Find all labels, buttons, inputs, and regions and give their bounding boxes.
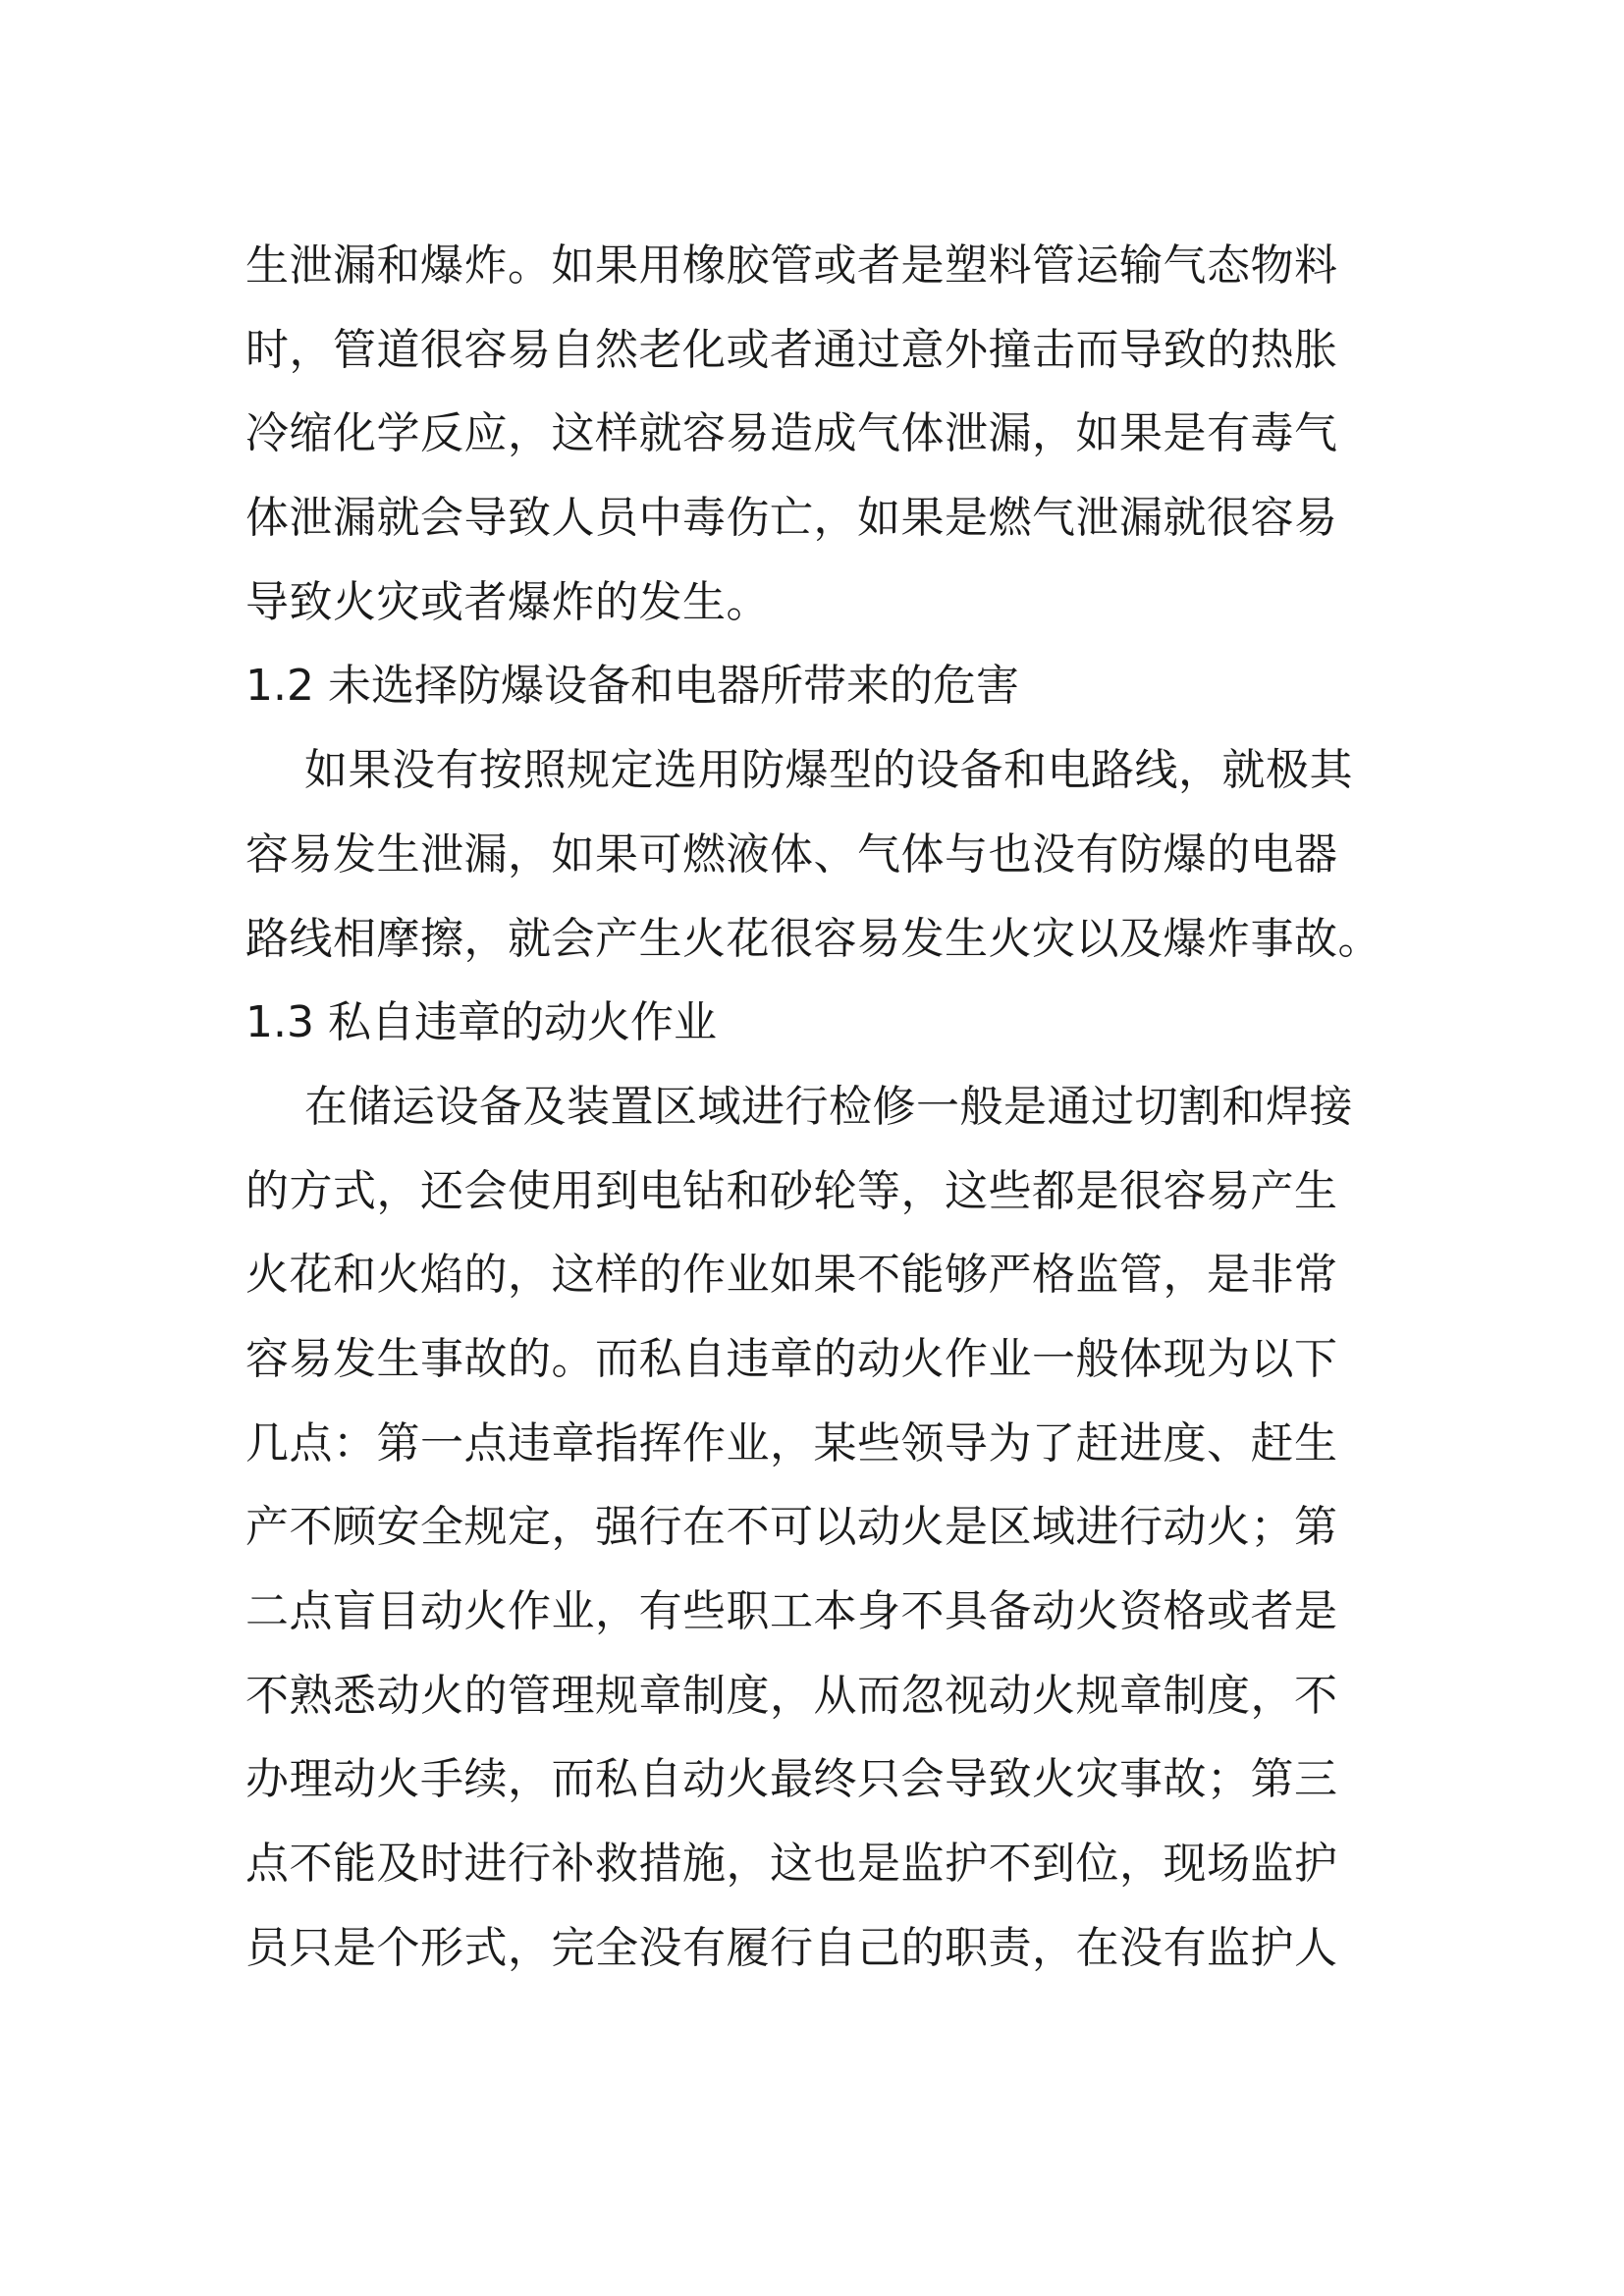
paragraph-line: 体泄漏就会导致人员中毒伤亡，如果是燃气泄漏就很容易 <box>245 493 1338 544</box>
section-heading: 1.2 未选择防爆设备和电器所带来的危害 <box>245 661 1019 712</box>
section-heading: 1.3 私自违章的动火作业 <box>245 997 717 1048</box>
paragraph-line: 员只是个形式，完全没有履行自己的职责，在没有监护人 <box>245 1922 1338 1973</box>
paragraph-line: 产不顾安全规定，强行在不可以动火是区域进行动火；第 <box>245 1502 1338 1553</box>
paragraph-line: 的方式，还会使用到电钻和砂轮等，这些都是很容易产生 <box>245 1165 1338 1216</box>
paragraph-line: 导致火灾或者爆炸的发生。 <box>245 576 770 627</box>
paragraph-line: 路线相摩擦，就会产生火花很容易发生火灾以及爆炸事故。 <box>245 913 1381 964</box>
section-1-2 <box>245 644 1384 981</box>
paragraph-line: 容易发生事故的。而私自违章的动火作业一般体现为以下 <box>245 1333 1338 1384</box>
paragraph-line: 生泄漏和爆炸。如果用橡胶管或者是塑料管运输气态物料 <box>245 240 1338 291</box>
paragraph-line: 时，管道很容易自然老化或者通过意外撞击而导致的热胀 <box>245 324 1338 375</box>
paragraph-line: 火花和火焰的，这样的作业如果不能够严格监管，是非常 <box>245 1250 1338 1301</box>
paragraph-line: 点不能及时进行补救措施，这也是监护不到位，现场监护 <box>245 1839 1338 1890</box>
paragraph-line: 如果没有按照规定选用防爆型的设备和电路线，就极其 <box>304 745 1353 796</box>
document-page <box>245 224 1384 1990</box>
paragraph-line: 几点：第一点违章指挥作业，某些领导为了赶进度、赶生 <box>245 1417 1338 1468</box>
paragraph-line: 办理动火手续，而私自动火最终只会导致火灾事故；第三 <box>245 1754 1338 1805</box>
paragraph-line: 不熟悉动火的管理规章制度，从而忽视动火规章制度，不 <box>245 1670 1338 1721</box>
paragraph-line: 二点盲目动火作业，有些职工本身不具备动火资格或者是 <box>245 1586 1338 1636</box>
intro-paragraph <box>245 224 1384 644</box>
paragraph-line: 冷缩化学反应，这样就容易造成气体泄漏，如果是有毒气 <box>245 408 1338 459</box>
paragraph-line: 容易发生泄漏，如果可燃液体、气体与也没有防爆的电器 <box>245 828 1338 880</box>
paragraph-line: 在储运设备及装置区域进行检修一般是通过切割和焊接 <box>304 1081 1353 1132</box>
section-1-3 <box>245 981 1384 1990</box>
